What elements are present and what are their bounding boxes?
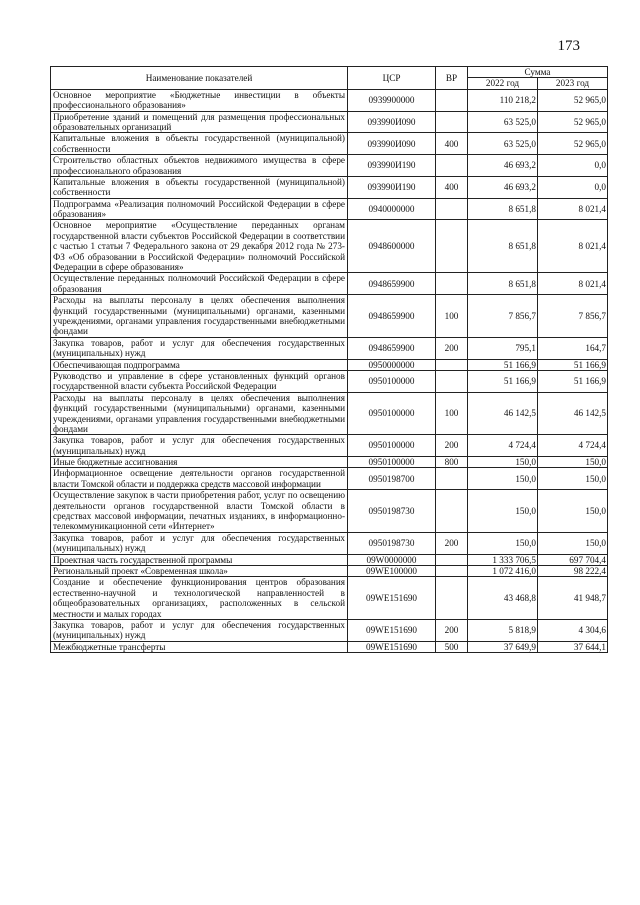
row-vr	[436, 565, 468, 576]
row-name: Закупка товаров, работ и услуг для обеспечения государственных (муниципальных) нужд	[51, 337, 348, 359]
table-row	[51, 468, 608, 490]
page-number: 173	[557, 38, 580, 54]
row-csr: 09W0000000	[348, 554, 436, 565]
table-row	[51, 435, 608, 457]
row-csr: 093990И090	[348, 111, 436, 133]
row-sum-2023: 8 021,4	[538, 198, 608, 220]
row-sum-2023: 37 644,1	[538, 641, 608, 652]
row-vr: 800	[436, 457, 468, 468]
row-sum-2022: 150,0	[468, 468, 538, 490]
row-name: Руководство и управление в сфере установленных функций органов государственной власти субъекта Российской Федерации	[51, 370, 348, 392]
row-sum-2023: 150,0	[538, 468, 608, 490]
row-vr: 500	[436, 641, 468, 652]
row-sum-2023: 41 948,7	[538, 577, 608, 620]
row-name: Закупка товаров, работ и услуг для обеспечения государственных (муниципальных) нужд	[51, 532, 348, 554]
row-name: Основное мероприятие «Бюджетные инвестиции в объекты профессионального образования»	[51, 89, 348, 111]
row-vr: 200	[436, 337, 468, 359]
row-sum-2023: 46 142,5	[538, 392, 608, 435]
row-sum-2022: 46 142,5	[468, 392, 538, 435]
row-sum-2023: 697 704,4	[538, 554, 608, 565]
header-name: Наименование показателей	[51, 67, 348, 90]
row-name: Информационное освещение деятельности органов государственной власти Томской области и поддержка средств массовой информации	[51, 468, 348, 490]
row-csr: 0948600000	[348, 220, 436, 273]
row-sum-2022: 51 166,9	[468, 359, 538, 370]
row-sum-2023: 4 724,4	[538, 435, 608, 457]
table-row	[51, 359, 608, 370]
row-sum-2022: 43 468,8	[468, 577, 538, 620]
row-csr: 09WE151690	[348, 619, 436, 641]
row-vr	[436, 111, 468, 133]
row-name: Иные бюджетные ассигнования	[51, 457, 348, 468]
row-sum-2022: 1 333 706,5	[468, 554, 538, 565]
table-row	[51, 565, 608, 576]
row-sum-2023: 4 304,6	[538, 619, 608, 641]
row-vr	[436, 490, 468, 533]
row-name: Закупка товаров, работ и услуг для обеспечения государственных (муниципальных) нужд	[51, 435, 348, 457]
row-name: Капитальные вложения в объекты государственной (муниципальной) собственности	[51, 133, 348, 155]
row-vr	[436, 273, 468, 295]
row-sum-2023: 52 965,0	[538, 111, 608, 133]
row-name: Приобретение зданий и помещений для размещения профессиональных образовательных организаций	[51, 111, 348, 133]
row-sum-2022: 63 525,0	[468, 111, 538, 133]
row-csr: 0948659900	[348, 273, 436, 295]
row-csr: 093990И190	[348, 155, 436, 177]
row-name: Межбюджетные трансферты	[51, 641, 348, 652]
row-sum-2022: 110 218,2	[468, 89, 538, 111]
row-vr: 200	[436, 619, 468, 641]
table-row	[51, 220, 608, 273]
row-vr	[436, 577, 468, 620]
table-row	[51, 89, 608, 111]
table-header	[51, 67, 608, 90]
row-csr: 0940000000	[348, 198, 436, 220]
table-row	[51, 133, 608, 155]
row-vr: 200	[436, 532, 468, 554]
row-sum-2023: 0,0	[538, 176, 608, 198]
row-csr: 0950100000	[348, 457, 436, 468]
row-csr: 0939900000	[348, 89, 436, 111]
row-sum-2022: 37 649,9	[468, 641, 538, 652]
row-vr	[436, 468, 468, 490]
row-sum-2022: 46 693,2	[468, 176, 538, 198]
row-vr: 100	[436, 392, 468, 435]
row-vr: 400	[436, 133, 468, 155]
row-csr: 0950100000	[348, 370, 436, 392]
row-vr: 400	[436, 176, 468, 198]
budget-table	[50, 66, 608, 653]
row-name: Основное мероприятие «Осуществление переданных органам государственной власти субъектов Российской Федерации в соответствии с частью 1 статьи 7 Федерального закона от 29 декабря 2012 года № 273-ФЗ «Об образовании в Российской Федерации» полномочий Российской Федерации в сфере образования»	[51, 220, 348, 273]
row-sum-2022: 795,1	[468, 337, 538, 359]
header-sum: Сумма	[468, 67, 608, 78]
row-name: Подпрограмма «Реализация полномочий Российской Федерации в сфере образования»	[51, 198, 348, 220]
table-row	[51, 295, 608, 338]
row-csr: 0948659900	[348, 337, 436, 359]
row-sum-2022: 150,0	[468, 490, 538, 533]
row-sum-2023: 7 856,7	[538, 295, 608, 338]
row-vr	[436, 554, 468, 565]
row-name: Осуществление закупок в части приобретения работ, услуг по освещению деятельности органов государственной власти Томской области в средствах массовой информации, печатных изданиях, в информационно-телекоммуникационной сети «Интернет»	[51, 490, 348, 533]
row-csr: 0950100000	[348, 392, 436, 435]
row-sum-2022: 8 651,8	[468, 198, 538, 220]
row-sum-2023: 52 965,0	[538, 89, 608, 111]
table-row	[51, 111, 608, 133]
table-row	[51, 577, 608, 620]
header-year-2023: 2023 год	[538, 78, 608, 89]
row-sum-2023: 51 166,9	[538, 359, 608, 370]
row-sum-2023: 0,0	[538, 155, 608, 177]
table-row	[51, 273, 608, 295]
table-row	[51, 370, 608, 392]
row-sum-2022: 150,0	[468, 457, 538, 468]
table-row	[51, 198, 608, 220]
row-csr: 0948659900	[348, 295, 436, 338]
row-vr	[436, 220, 468, 273]
table-row	[51, 490, 608, 533]
row-csr: 09WE100000	[348, 565, 436, 576]
row-csr: 0950198730	[348, 532, 436, 554]
table-row	[51, 337, 608, 359]
table-row	[51, 532, 608, 554]
table-row	[51, 554, 608, 565]
row-name: Расходы на выплаты персоналу в целях обеспечения выполнения функций государственными (муниципальными) органами, казенными учреждениями, органами управления государственными внебюджетными фондами	[51, 295, 348, 338]
row-sum-2023: 8 021,4	[538, 273, 608, 295]
row-vr	[436, 198, 468, 220]
row-sum-2022: 5 818,9	[468, 619, 538, 641]
header-year-2022: 2022 год	[468, 78, 538, 89]
row-name: Строительство областных объектов недвижимого имущества в сфере профессионального образования	[51, 155, 348, 177]
row-sum-2023: 150,0	[538, 490, 608, 533]
row-sum-2022: 51 166,9	[468, 370, 538, 392]
row-csr: 09WE151690	[348, 577, 436, 620]
row-sum-2022: 150,0	[468, 532, 538, 554]
row-name: Региональный проект «Современная школа»	[51, 565, 348, 576]
row-sum-2022: 1 072 416,0	[468, 565, 538, 576]
table-body	[51, 89, 608, 652]
row-sum-2023: 164,7	[538, 337, 608, 359]
row-csr: 093990И090	[348, 133, 436, 155]
row-name: Проектная часть государственной программы	[51, 554, 348, 565]
table-row	[51, 176, 608, 198]
row-sum-2022: 8 651,8	[468, 220, 538, 273]
row-sum-2022: 7 856,7	[468, 295, 538, 338]
row-csr: 0950000000	[348, 359, 436, 370]
row-vr	[436, 359, 468, 370]
header-vr: ВР	[436, 67, 468, 90]
row-csr: 0950100000	[348, 435, 436, 457]
table-row	[51, 155, 608, 177]
row-vr: 200	[436, 435, 468, 457]
row-vr	[436, 89, 468, 111]
row-csr: 0950198730	[348, 490, 436, 533]
row-name: Закупка товаров, работ и услуг для обеспечения государственных (муниципальных) нужд	[51, 619, 348, 641]
row-name: Создание и обеспечение функционирования центров образования естественно-научной и технологической направленностей в общеобразовательных организациях, расположенных в сельской местности и малых городах	[51, 577, 348, 620]
row-csr: 093990И190	[348, 176, 436, 198]
row-vr	[436, 155, 468, 177]
table-row	[51, 457, 608, 468]
row-csr: 0950198700	[348, 468, 436, 490]
row-vr	[436, 370, 468, 392]
row-name: Обеспечивающая подпрограмма	[51, 359, 348, 370]
row-sum-2023: 8 021,4	[538, 220, 608, 273]
row-sum-2023: 51 166,9	[538, 370, 608, 392]
row-name: Осуществление переданных полномочий Российской Федерации в сфере образования	[51, 273, 348, 295]
row-sum-2022: 4 724,4	[468, 435, 538, 457]
row-sum-2023: 150,0	[538, 457, 608, 468]
table-row	[51, 619, 608, 641]
row-sum-2022: 46 693,2	[468, 155, 538, 177]
row-csr: 09WE151690	[348, 641, 436, 652]
row-sum-2022: 63 525,0	[468, 133, 538, 155]
header-csr: ЦСР	[348, 67, 436, 90]
row-name: Капитальные вложения в объекты государственной (муниципальной) собственности	[51, 176, 348, 198]
row-name: Расходы на выплаты персоналу в целях обеспечения выполнения функций государственными (муниципальными) органами, казенными учреждениями, органами управления государственными внебюджетными фондами	[51, 392, 348, 435]
row-vr: 100	[436, 295, 468, 338]
row-sum-2023: 52 965,0	[538, 133, 608, 155]
table-row	[51, 641, 608, 652]
table-row	[51, 392, 608, 435]
row-sum-2023: 150,0	[538, 532, 608, 554]
row-sum-2023: 98 222,4	[538, 565, 608, 576]
row-sum-2022: 8 651,8	[468, 273, 538, 295]
